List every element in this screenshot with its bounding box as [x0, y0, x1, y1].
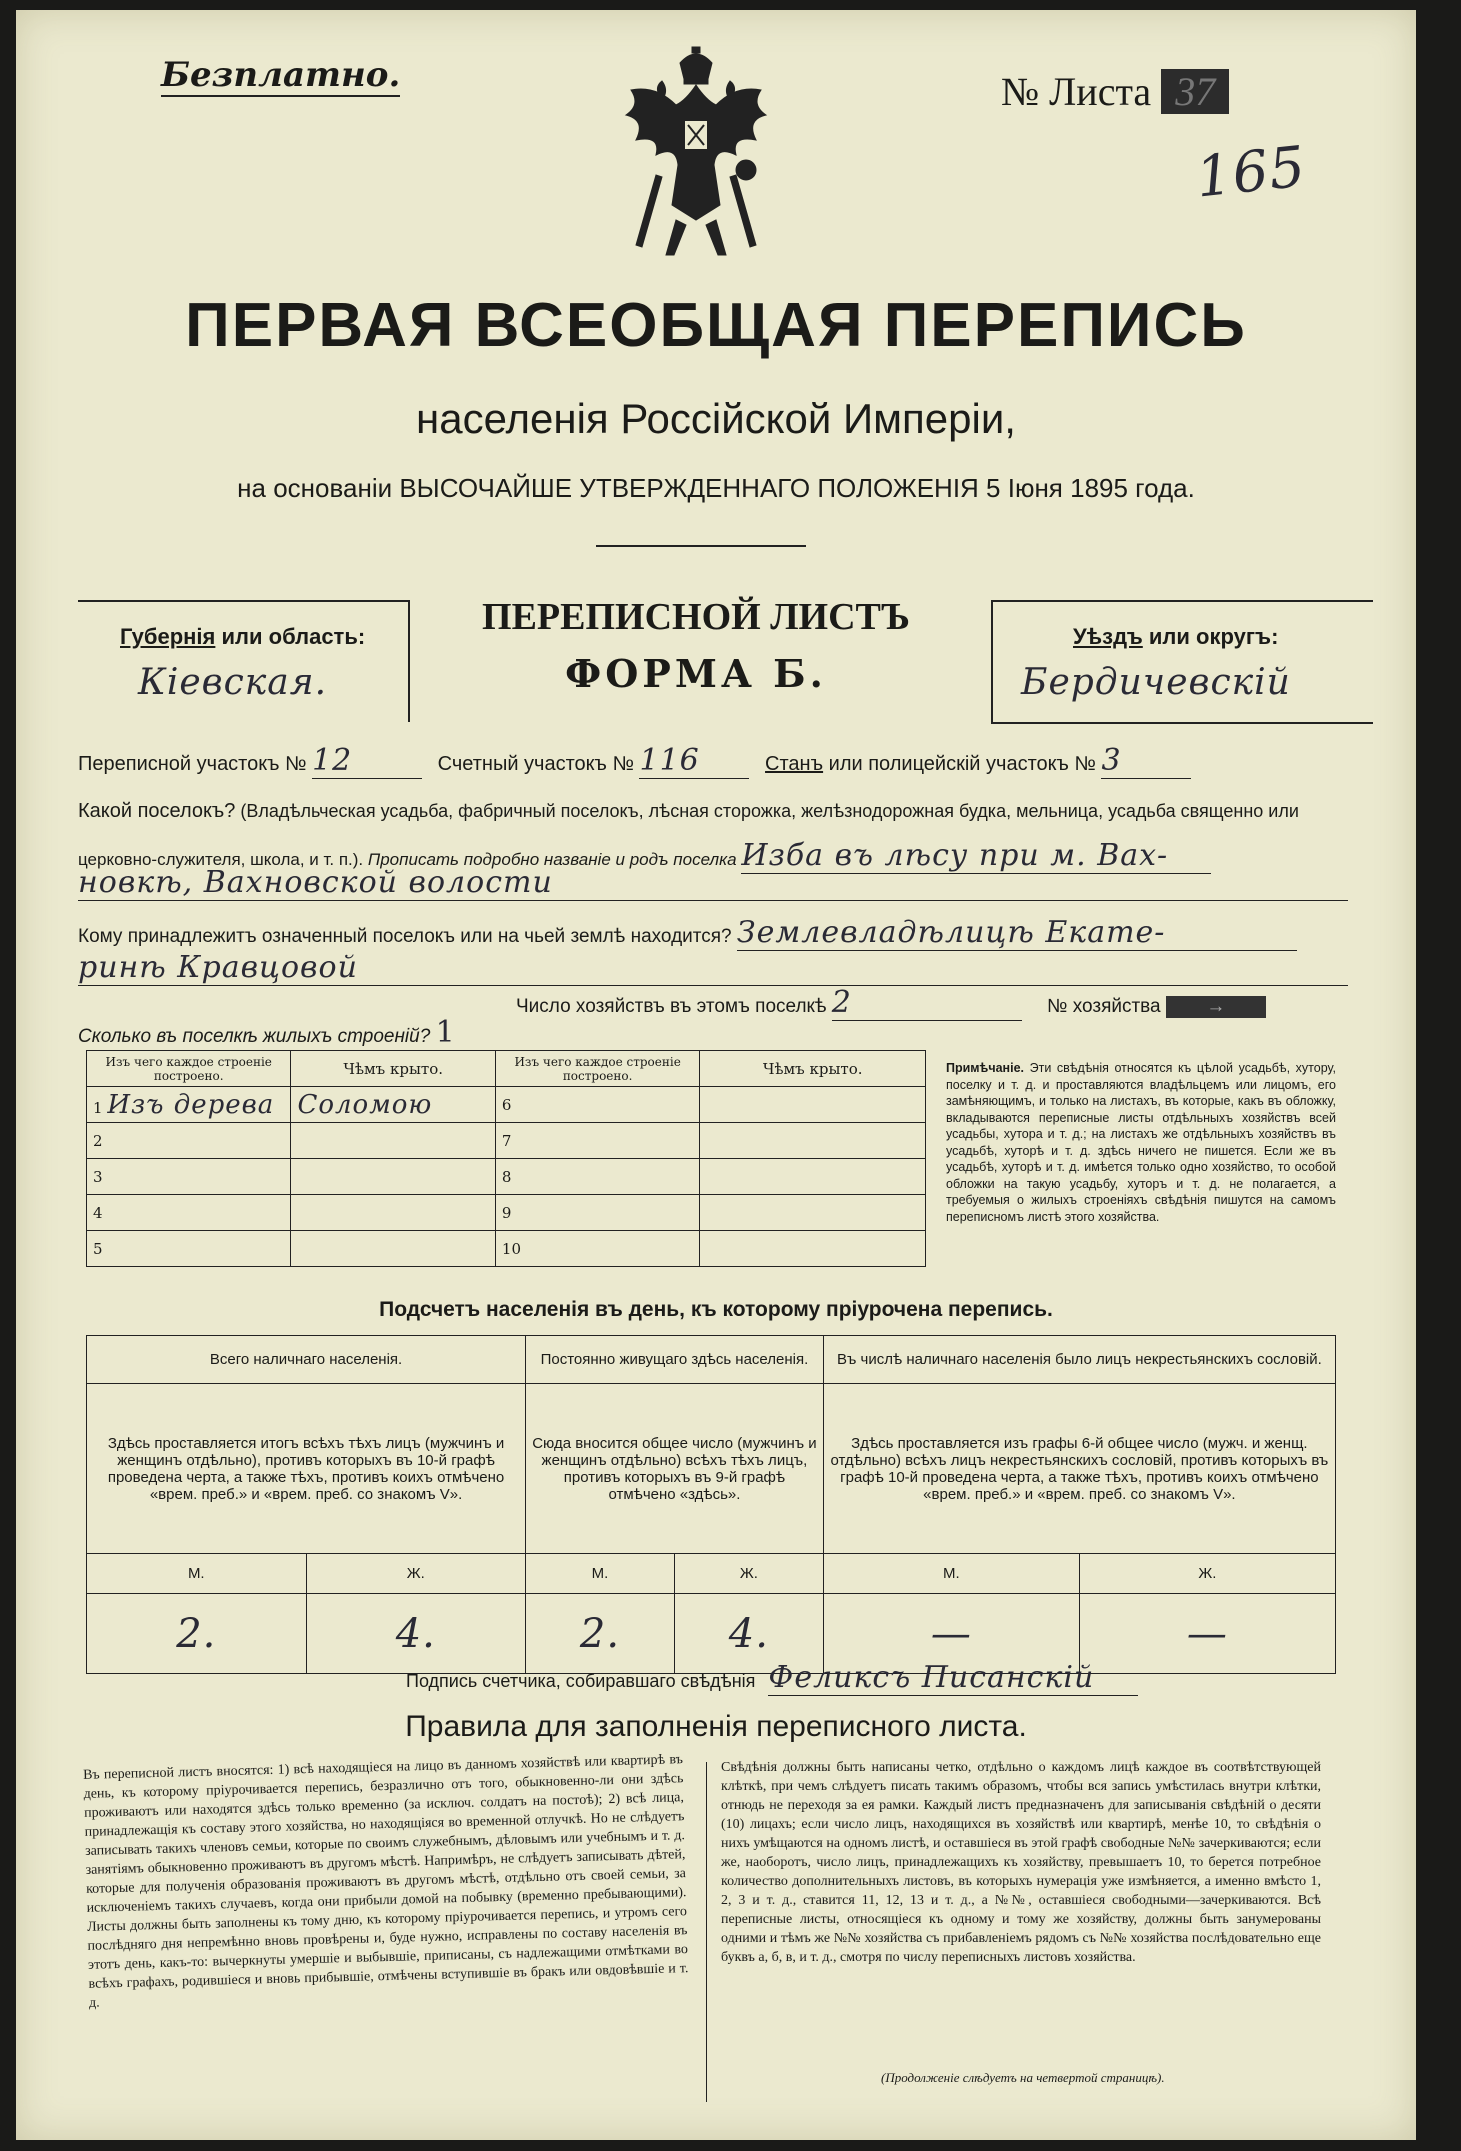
rules-divider — [706, 1762, 707, 2102]
population-table: Всего наличнаго населенія. Постоянно живущаго здѣсь населенія. Въ числѣ наличнаго населенія было лицъ некрестьянскихъ сословій. Здѣсь проставляется итогъ всѣхъ тѣхъ лицъ (мужчинъ и женщинъ отдѣльно), противъ которыхъ въ 10-й графѣ проведена черта, а также тѣхъ, противъ коихъ отмѣчено «врем. преб.» и «врем. преб. со знакомъ V». Сюда вносится общее число (мужчинъ и женщинъ отдѣльно) всѣхъ тѣхъ лицъ, противъ которыхъ въ 9-й графѣ отмѣчено «здѣсь». Здѣсь проставляется изъ графы 6-й общее число (мужч. и женщ. отдѣльно) всѣхъ лицъ некрестьянскихъ сословій, противъ которыхъ въ графѣ 10-й проведена черта, а также тѣхъ, противъ коихъ отмѣчено «врем. преб.» и «врем. преб. со знакомъ V». М. Ж. М. Ж. М. Ж. 2. 4. 2. 4. — — — [86, 1335, 1336, 1674]
archive-number: 165 — [1192, 134, 1309, 211]
gubernia-box: Губернія или область: Кіевская. — [78, 600, 410, 722]
count-male-permanent: 2. — [526, 1594, 675, 1674]
stan-value: 3 — [1101, 743, 1191, 779]
rules-title: Правила для заполненія переписного листа. — [405, 1710, 1027, 1743]
rules-left: Въ переписной листъ вносятся: 1) всѣ находящіеся на лицо въ данномъ хозяйствѣ или квартирѣ въ день, къ которому пріурочивается перепись, безразлично отъ того, обыкновенно-ли они здѣсь проживаютъ или находятся здѣсь только временно (за исключ. солдатъ на постоѣ); 2) всѣ лица, принадлежащія къ составу этого хозяйства, но находящіяся во временной отлучкѣ. Но не слѣдуетъ записывать такихъ членовъ семьи, которые по своимъ служебнымъ, дѣловымъ или учебнымъ и т. д. занятіямъ обыкновенно проживаютъ въ другомъ мѣстѣ. Напримѣръ, не слѣдуетъ записывать дѣтей, которые для полученія образованія проживаютъ въ другомъ мѣстѣ, отдѣльно отъ своей семьи, за исключеніемъ такихъ случаевъ, когда они прибыли домой на побывку (временно пребывающими). Листы должны быть заполнены къ тому дню, къ которому пріурочивается перепись, и утромъ сего послѣдняго дня непремѣнно вновь провѣрены и, буде нужно, исправлены по составу населенія въ этотъ день, какъ-то: вычеркнуты умершіе и выбывшіе, приписаны, съ надлежащими отмѣтками во всѣхъ графахъ, родившіеся и вновь прибывшіе, отмѣчены вступившіе въ бракъ или овдовѣвшіе и т. д. — [82, 1752, 689, 2011]
settlement-value-2: новкѣ, Вахновской волости — [78, 865, 1348, 901]
table-row: 1 Изъ дерева Соломою 6 — [87, 1087, 926, 1123]
table-row: 4 9 — [87, 1195, 926, 1231]
district-value: 12 — [312, 743, 422, 779]
buildings-table: Изъ чего каждое строеніе построено. Чѣмъ крыто. Изъ чего каждое строеніе построено. Чѣмъ крыто. 1 Изъ дерева Соломою 6 2 7 3 8 4 9 5 10 — [86, 1050, 926, 1267]
settlement-question: Какой поселокъ? (Владѣльческая усадьба, фабричный поселокъ, лѣсная сторожка, желѣзнодорожная будка, мельница, усадьба священно или — [78, 800, 1299, 822]
sheet-number-label: № Листа — [1001, 69, 1152, 114]
page-title: ПЕРВАЯ ВСЕОБЩАЯ ПЕРЕПИСЬ — [185, 291, 1247, 360]
households-value: 2 — [832, 985, 1022, 1021]
buildings-row: Сколько въ поселкѣ жилыхъ строеній? 1 — [78, 1015, 878, 1051]
district-row: Переписной участокъ № 12 Счетный участокъ № 116 Станъ или полицейскій участокъ № 3 — [78, 743, 1378, 779]
population-heading: Подсчетъ населенія въ день, къ которому пріурочена перепись. — [379, 1298, 1053, 1321]
imperial-eagle-emblem — [616, 45, 776, 260]
rules-right: Свѣдѣнія должны быть написаны четко, отдѣльно о каждомъ лицѣ каждое въ соотвѣтствующей клѣткѣ, при чемъ слѣдуетъ писать такимъ образомъ, чтобы вся запись умѣстилась внутри клѣтки, отнюдь не переходя за ея рамки. Каждый листъ предназначенъ для записыванія свѣдѣній о десяти (10) лицахъ; если число лицъ, находящихся въ хозяйствѣ или квартирѣ, менѣе 10, то свѣдѣнія о нихъ умѣщаются на одномъ листѣ, и оставшіеся въ этой графѣ свободные №№ зачеркиваются; если же, наоборотъ, число лицъ, принадлежащихъ къ хозяйству, превышаетъ 10, то берется потребное количество дополнительныхъ листовъ, въ которыхъ нумерація уже измѣняется, а именно вмѣсто 1, 2, 3 и т. д., ставится 11, 12, 13 и т. д., а №№, оставшіеся свободными—зачеркиваются. Всѣ переписные листы, относящіеся къ одному и тому же хозяйству, должны быть занумерованы одними и тѣмъ же №№ хозяйства съ прибавленіемъ рядомъ съ №№ хозяйства послѣдовательно еще буквъ а, б, в, и т. д., смотря по числу переписныхъ листовъ хозяйства. — [721, 1760, 1321, 1965]
form-name: ФОРМА Б. — [565, 651, 827, 696]
count-male-nonpeasant: — — [823, 1594, 1079, 1674]
uezd-box: Уѣздъ или округъ: Бердичевскій — [991, 600, 1373, 724]
settlement-line1: церковно-служителя, школа, и т. п.). Прописать подробно названіе и родъ поселка Изба въ лѣсу при м. Вах- — [78, 838, 1378, 874]
owner-row: Кому принадлежитъ означенный поселокъ или на чьей землѣ находится? Землевладѣлицѣ Екате- — [78, 915, 1378, 951]
gubernia-label: Губернія — [120, 624, 216, 649]
uezd-label: Уѣздъ — [1073, 624, 1143, 649]
signature-value: Феликсъ Писанскій — [768, 1660, 1138, 1696]
gubernia-value: Кіевская. — [138, 662, 328, 703]
sheet-number — [1001, 68, 1229, 115]
census-sheet — [16, 10, 1416, 2140]
free-label: Безплатно. — [161, 55, 401, 95]
table-row: 2 7 — [87, 1123, 926, 1159]
uezd-value: Бердичевскій — [1021, 662, 1291, 703]
signature-row: Подпись счетчика, собиравшаго свѣдѣнія Феликсъ Писанскій — [406, 1660, 1306, 1696]
settlement-value-1: Изба въ лѣсу при м. Вах- — [741, 838, 1211, 874]
note-text: Примѣчаніе. Эти свѣдѣнія относятся къ цѣлой усадьбѣ, хутору, поселку и т. д. и проставляются владѣльцемъ или лицомъ, его замѣняющимъ, и только на листахъ, въ которые, какъ въ обложку, вкладываются переписные листы отдѣльныхъ хозяйствъ всей усадьбы, хутора и т. д.; на листахъ же отдѣльныхъ хозяйствъ въ усадьбѣ, хуторѣ и т. д. здѣсь ничего не пишется. Если же въ усадьбѣ, хуторѣ и т. д. имѣется только одно хозяйство, то особой обложки на такую усадьбу, хуторъ и т. д. не полагается, а требуемыя о жилыхъ строеніяхъ свѣдѣнія пишутся на самомъ переписномъ листѣ этого хозяйства. — [946, 1061, 1336, 1224]
form-title: ПЕРЕПИСНОЙ ЛИСТЪ ФОРМА Б. — [416, 595, 976, 696]
count-value: 116 — [639, 743, 749, 779]
page-basis: на основаніи ВЫСОЧАЙШЕ УТВЕРЖДЕННАГО ПОЛОЖЕНІЯ 5 Іюня 1895 года. — [237, 473, 1195, 503]
count-male-present: 2. — [87, 1594, 307, 1674]
buildings-value: 1 — [436, 1015, 766, 1051]
page-subtitle: населенія Россійской Имперіи, — [416, 395, 1016, 442]
owner-value-1: Землевладѣлицѣ Екате- — [737, 915, 1297, 951]
owner-value-2: ринѣ Кравцовой — [78, 950, 1348, 986]
households-row: Число хозяйствъ въ этомъ поселкѣ 2 № хозяйства → — [516, 985, 1386, 1021]
count-female-nonpeasant: — — [1079, 1594, 1335, 1674]
table-row: 5 10 — [87, 1231, 926, 1267]
title-divider — [596, 545, 806, 547]
sheet-number-value: 37 — [1161, 69, 1229, 114]
count-female-present: 4. — [306, 1594, 526, 1674]
household-no-value: → — [1166, 996, 1266, 1018]
rules-continued: (Продолженіе слѣдуетъ на четвертой страницѣ). — [881, 2070, 1165, 2085]
count-female-permanent: 4. — [674, 1594, 823, 1674]
table-row: 3 8 — [87, 1159, 926, 1195]
